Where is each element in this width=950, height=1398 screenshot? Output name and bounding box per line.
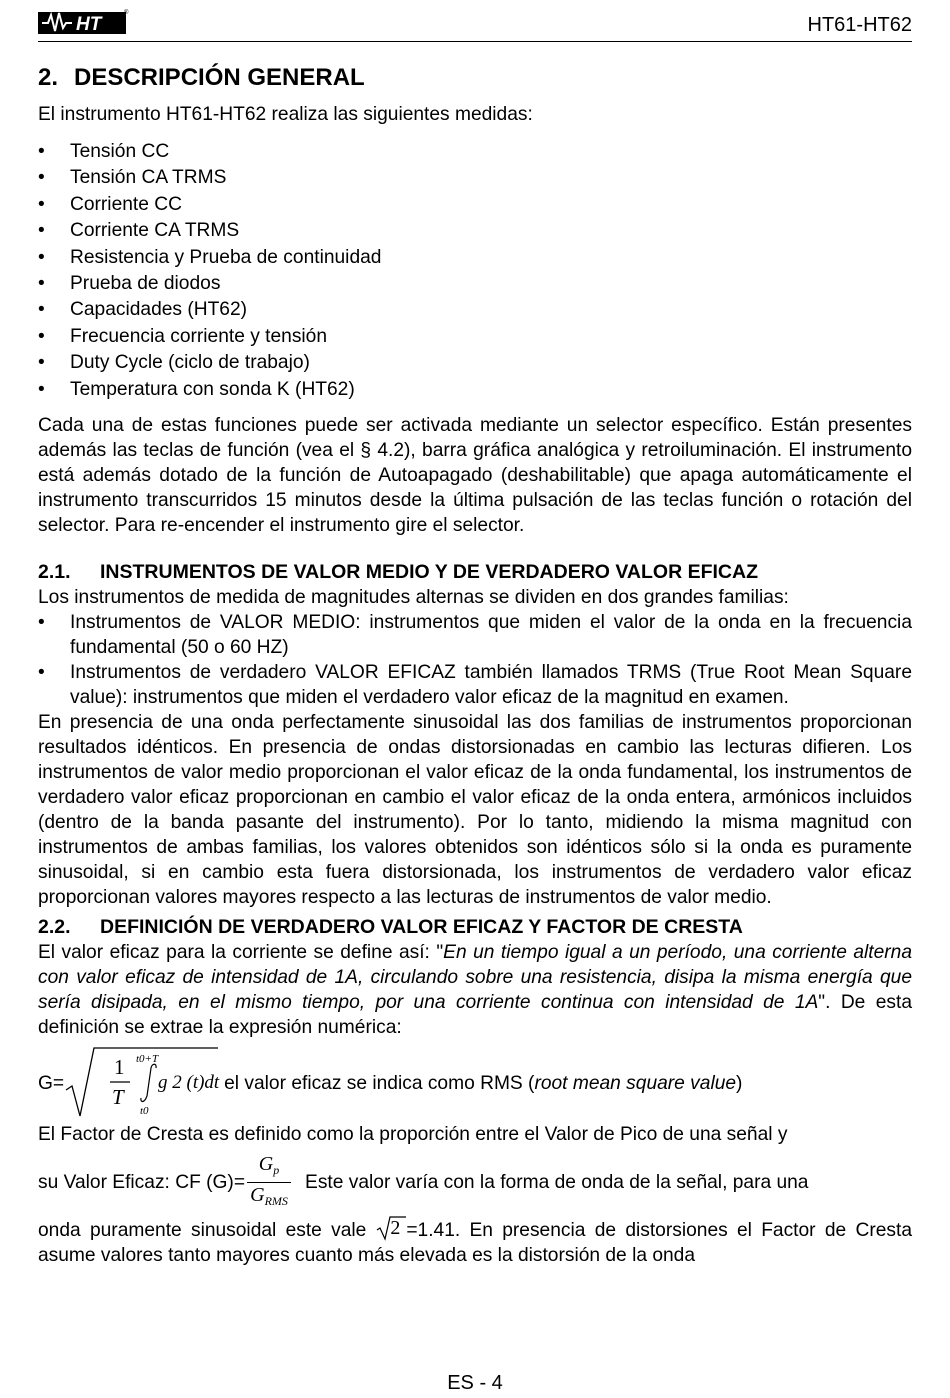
list-item: • Frecuencia corriente y tensión: [38, 324, 912, 350]
crest-factor-rhs: Este valor varía con la forma de onda de la señal, para una: [305, 1171, 809, 1193]
formula-lower-limit: t0: [140, 1105, 149, 1118]
families-list: [38, 610, 912, 710]
rms-note-text: el valor eficaz se indica como RMS (: [224, 1072, 535, 1094]
sine-crest-paragraph: [38, 1215, 912, 1268]
definition-lead: El valor eficaz para la corriente se define así: ": [38, 942, 444, 964]
rms-definition: [38, 940, 912, 1040]
ht-logo: [38, 8, 130, 36]
sine-text-after: =1.41. En presencia de distorsiones el Factor de Cresta asume valores tanto mayores cuanto más elevada es la distorsión de la onda: [38, 1220, 912, 1267]
rms-formula: [64, 1044, 224, 1122]
crest-factor-fraction: [247, 1152, 291, 1213]
sine-text-before: onda puramente sinusoidal este vale: [38, 1220, 367, 1242]
section-2-1-heading: [38, 560, 912, 585]
list-item: • Resistencia y Prueba de continuidad: [38, 245, 912, 271]
rms-formula-row: [38, 1044, 912, 1122]
formula-t: T: [112, 1085, 124, 1110]
section-2-paragraph: Cada una de estas funciones puede ser activada mediante un selector específico. Están presentes además las teclas de función (vea el § 4.2), barra gráfica analógica y retroiluminación. El instrumento está además dotado de la función de Autoapagado (deshabilitable) que apaga automáticamente el instrumento transcurridos 15 minutos desde la última pulsación de las teclas función o rotación del selector. Para re-encender el instrumento gire el selector.: [38, 415, 912, 537]
logo-text: HT: [76, 14, 102, 35]
section-2-1-intro: Los instrumentos de medida de magnitudes alternas se dividen en dos grandes familias:: [38, 587, 789, 609]
section-2-title: DESCRIPCIÓN GENERAL: [74, 64, 365, 91]
section-2-number: 2.: [38, 64, 59, 91]
section-2-2-title: DEFINICIÓN DE VERDADERO VALOR EFICAZ Y FACTOR DE CRESTA: [100, 916, 743, 939]
section-2-1-paragraph: En presencia de una onda perfectamente sinusoidal las dos familias de instrumentos proporcionan resultados idénticos. En presencia de ondas distorsionadas en cambio las lecturas difieren. Los instrumentos de valor medio proporcionan el valor eficaz de la onda fundamental, los instrumentos de verdadero valor eficaz proporcionan en cambio el valor eficaz de la onda entera, armónicos incluidos (dentro de la banda pasante del instrumento). Por lo tanto, midiendo la misma magnitud con instrumentos de ambas familias, los valores obtenidos son idénticos sólo si la onda es puramente sinusoidal, si en cambio esta fuera distorsionada, los instrumentos de verdadero valor eficaz proporcionan valores mayores respecto a las lecturas de instrumentos de valor medio.: [38, 712, 912, 909]
sqrt-argument: 2: [390, 1217, 401, 1240]
svg-text:®: ®: [124, 10, 129, 16]
header-rule: [38, 41, 912, 42]
formula-one: 1: [114, 1055, 125, 1080]
page-number: ES - 4: [447, 1372, 503, 1394]
rms-note-close: ): [736, 1072, 743, 1094]
rms-note: [224, 1071, 742, 1096]
section-2-2-number: 2.2.: [38, 916, 71, 939]
section-2-1-number: 2.1.: [38, 561, 71, 584]
cf-denominator: [250, 1183, 288, 1213]
cf-den-sub: RMS: [264, 1193, 288, 1208]
rms-note-italic: root mean square value: [534, 1072, 737, 1094]
section-2-2-heading: [38, 915, 912, 940]
definition-tail: ". De esta definición se extrae la expresión numérica:: [38, 992, 912, 1039]
formula-integrand: g 2 (t)dt: [158, 1072, 220, 1094]
measurements-list: [38, 139, 912, 403]
list-item: • Tensión CC: [38, 139, 912, 165]
definition-quote: En un tiempo igual a un período, una corriente alterna con valor eficaz de intensidad de 1A, circulando sobre una resistencia, disipa la misma energía que sería disipada, en el mismo tiempo, por una corriente continua con intensidad de 1A: [38, 942, 912, 1014]
crest-factor-lhs: su Valor Eficaz: CF (G)=: [38, 1171, 246, 1193]
list-item: • Tensión CA TRMS: [38, 165, 912, 191]
list-item: • Corriente CA TRMS: [38, 218, 912, 244]
list-item: • Capacidades (HT62): [38, 297, 912, 323]
crest-factor-line1: El Factor de Cresta es definido como la proporción entre el Valor de Pico de una señal y: [38, 1124, 788, 1146]
list-item: • Corriente CC: [38, 192, 912, 218]
section-2-1-title: INSTRUMENTOS DE VALOR MEDIO Y DE VERDADERO VALOR EFICAZ: [100, 561, 759, 584]
crest-factor-formula-row: [38, 1151, 912, 1213]
header-model: HT61-HT62: [807, 14, 912, 36]
sqrt-two: [376, 1215, 406, 1241]
section-2-intro: El instrumento HT61-HT62 realiza las siguientes medidas:: [38, 104, 533, 125]
list-item: • Prueba de diodos: [38, 271, 912, 297]
list-item: • Duty Cycle (ciclo de trabajo): [38, 350, 912, 376]
cf-den-symbol: G: [250, 1183, 265, 1206]
page-content: [38, 62, 912, 1268]
cf-num-symbol: G: [258, 1152, 274, 1175]
cf-numerator: [259, 1152, 279, 1182]
formula-lhs: G=: [38, 1072, 65, 1094]
cf-num-sub: p: [273, 1162, 280, 1177]
list-item: • Instrumentos de VALOR MEDIO: instrumentos que miden el valor de la onda en la frecuencia fundamental (50 o 60 HZ): [38, 610, 912, 660]
list-item: • Temperatura con sonda K (HT62): [38, 377, 912, 403]
formula-upper-limit: t0+T: [136, 1053, 159, 1066]
list-item: • Instrumentos de verdadero VALOR EFICAZ también llamados TRMS (True Root Mean Square value): instrumentos que miden el verdadero valor eficaz de la magnitud en examen.: [38, 660, 912, 710]
section-2-heading: [38, 62, 912, 94]
